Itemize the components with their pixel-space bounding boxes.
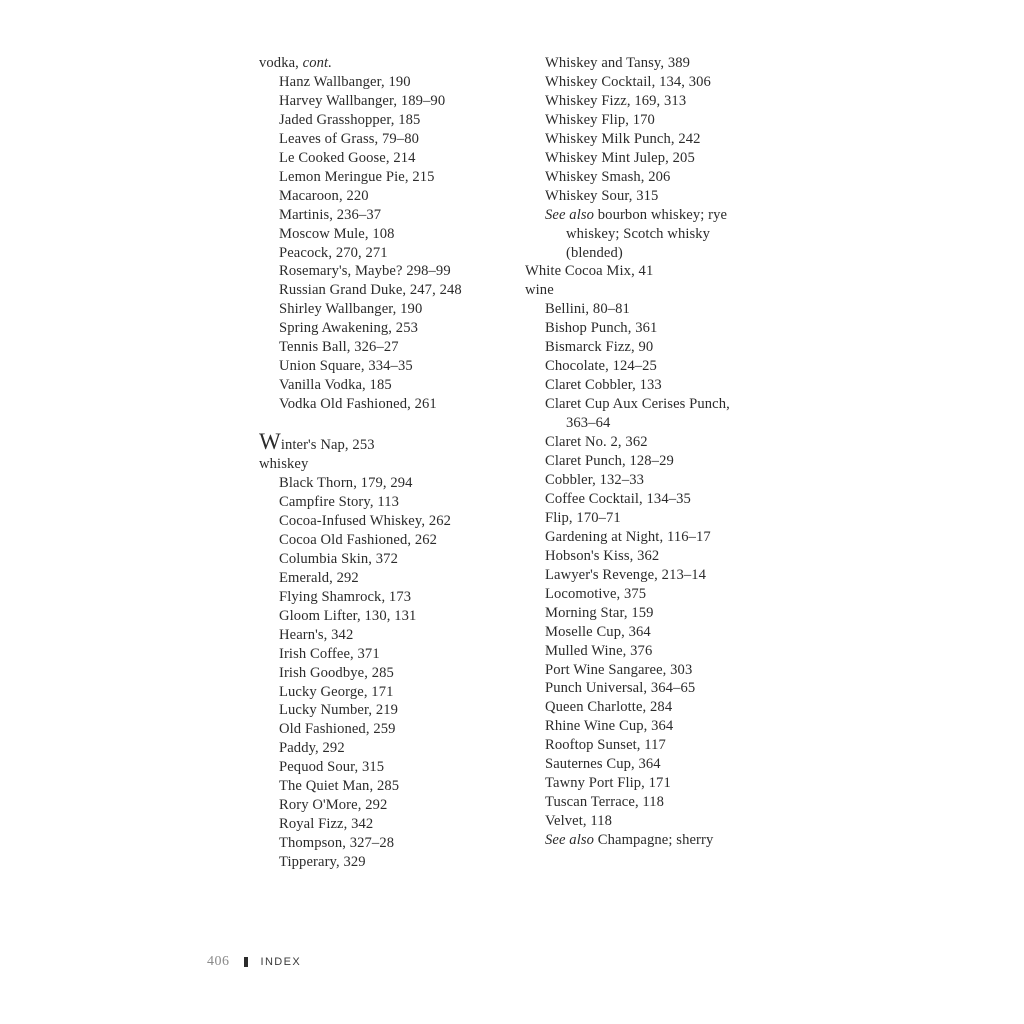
index-subentry: Moscow Mule, 108 bbox=[279, 225, 395, 242]
index-subentry: Le Cooked Goose, 214 bbox=[279, 149, 416, 166]
continued-label: cont. bbox=[302, 55, 332, 71]
index-subentry: Lawyer's Revenge, 213–14 bbox=[545, 566, 707, 583]
index-subentry: Coffee Cocktail, 134–35 bbox=[545, 490, 691, 507]
index-subentry: Spring Awakening, 253 bbox=[279, 320, 418, 337]
page-number: 406 bbox=[207, 954, 230, 969]
index-subentry: Lucky Number, 219 bbox=[279, 702, 399, 719]
index-subentry: Mulled Wine, 376 bbox=[545, 642, 653, 659]
index-subentry: Whiskey Sour, 315 bbox=[545, 187, 659, 204]
index-subentry: Rory O'More, 292 bbox=[279, 797, 388, 814]
wine-subentry-list-a bbox=[525, 300, 795, 395]
footer-separator-mark bbox=[244, 957, 248, 967]
index-subentry: Whiskey Milk Punch, 242 bbox=[545, 130, 701, 147]
index-subentry: Leaves of Grass, 79–80 bbox=[279, 130, 419, 147]
index-subentry: Flying Shamrock, 173 bbox=[279, 588, 412, 605]
index-subentry: Claret Punch, 128–29 bbox=[545, 453, 674, 470]
index-subentry: Whiskey Fizz, 169, 313 bbox=[545, 92, 687, 109]
index-heading-vodka-cont bbox=[259, 54, 519, 73]
index-subentry: Rooftop Sunset, 117 bbox=[545, 737, 666, 754]
index-subentry: Tipperary, 329 bbox=[279, 854, 366, 871]
index-subentry: Jaded Grasshopper, 185 bbox=[279, 111, 421, 128]
index-subentry: Martinis, 236–37 bbox=[279, 206, 382, 223]
index-subentry: Punch Universal, 364–65 bbox=[545, 680, 696, 697]
index-subentry: Peacock, 270, 271 bbox=[279, 244, 388, 261]
index-subentry: Bellini, 80–81 bbox=[545, 301, 630, 318]
index-subentry: Velvet, 118 bbox=[545, 813, 613, 830]
running-head: INDEX bbox=[260, 956, 302, 968]
index-subentry: Paddy, 292 bbox=[279, 740, 345, 757]
see-also-label: See also bbox=[545, 206, 595, 223]
index-subentry: Columbia Skin, 372 bbox=[279, 550, 398, 567]
index-subentry: Black Thorn, 179, 294 bbox=[279, 475, 413, 492]
index-subentry: Flip, 170–71 bbox=[545, 509, 621, 526]
page-footer bbox=[207, 953, 301, 971]
letter-break bbox=[259, 414, 519, 433]
index-subentry: Vanilla Vodka, 185 bbox=[279, 377, 392, 394]
index-subentry: Rhine Wine Cup, 364 bbox=[545, 718, 674, 735]
index-subentry: Moselle Cup, 364 bbox=[545, 623, 651, 640]
index-column-right bbox=[525, 54, 795, 850]
index-subentry: Macaroon, 220 bbox=[279, 187, 369, 204]
index-subentry: Harvey Wallbanger, 189–90 bbox=[279, 92, 446, 109]
see-also-text: Champagne; sherry bbox=[594, 832, 714, 849]
index-subentry: Whiskey Smash, 206 bbox=[545, 168, 671, 185]
vodka-subentry-list bbox=[259, 73, 519, 414]
index-subentry: Sauternes Cup, 364 bbox=[545, 756, 661, 773]
index-subentry: Pequod Sour, 315 bbox=[279, 759, 385, 776]
index-subentry: Cocoa Old Fashioned, 262 bbox=[279, 531, 438, 548]
index-subentry: Bishop Punch, 361 bbox=[545, 320, 658, 337]
index-subentry: Royal Fizz, 342 bbox=[279, 816, 374, 833]
index-subentry: Tennis Ball, 326–27 bbox=[279, 339, 399, 356]
index-subentry: Tuscan Terrace, 118 bbox=[545, 794, 665, 811]
entry-text: inter's Nap, 253 bbox=[280, 437, 375, 454]
wine-subentry-list-b bbox=[525, 433, 795, 831]
index-subentry: Irish Goodbye, 285 bbox=[279, 664, 394, 681]
index-subentry: Vodka Old Fashioned, 261 bbox=[279, 396, 437, 413]
index-subentry: Claret Cup Aux Cerises Punch, bbox=[545, 396, 730, 413]
index-subentry: Port Wine Sangaree, 303 bbox=[545, 661, 693, 678]
index-subentry: Union Square, 334–35 bbox=[279, 358, 413, 375]
index-heading-wine: wine bbox=[525, 282, 554, 299]
whiskey-subentry-list-continued bbox=[525, 54, 795, 206]
index-subentry: Rosemary's, Maybe? 298–99 bbox=[279, 263, 451, 280]
index-subentry: Morning Star, 159 bbox=[545, 604, 654, 621]
heading-word: vodka, bbox=[259, 55, 299, 71]
index-subentry: Hearn's, 342 bbox=[279, 626, 354, 643]
index-subentry: Whiskey Cocktail, 134, 306 bbox=[545, 73, 711, 90]
index-subentry: Lemon Meringue Pie, 215 bbox=[279, 168, 435, 185]
whiskey-subentry-list bbox=[259, 474, 519, 872]
index-subentry: Queen Charlotte, 284 bbox=[545, 699, 673, 716]
see-also-text: bourbon whiskey; rye bbox=[594, 206, 728, 223]
index-subentry: Hobson's Kiss, 362 bbox=[545, 547, 660, 564]
see-also-entry bbox=[525, 206, 795, 225]
index-subentry: Bismarck Fizz, 90 bbox=[545, 339, 654, 356]
index-subentry: Chocolate, 124–25 bbox=[545, 358, 657, 375]
index-subentry: Locomotive, 375 bbox=[545, 585, 647, 602]
index-subentry: Shirley Wallbanger, 190 bbox=[279, 301, 423, 318]
index-subentry: Russian Grand Duke, 247, 248 bbox=[279, 282, 462, 299]
index-column-left bbox=[259, 54, 519, 872]
index-subentry: Whiskey Mint Julep, 205 bbox=[545, 149, 695, 166]
index-subentry: Thompson, 327–28 bbox=[279, 835, 395, 852]
index-subentry: Emerald, 292 bbox=[279, 569, 359, 586]
index-entry-white-cocoa-mix: White Cocoa Mix, 41 bbox=[525, 263, 654, 280]
index-heading-whiskey: whiskey bbox=[259, 456, 309, 473]
section-initial-letter: W bbox=[259, 429, 281, 455]
index-subentry: Tawny Port Flip, 171 bbox=[545, 775, 671, 792]
index-subentry: Hanz Wallbanger, 190 bbox=[279, 73, 411, 90]
index-subentry: The Quiet Man, 285 bbox=[279, 778, 400, 795]
index-subentry: Claret Cobbler, 133 bbox=[545, 377, 662, 394]
index-subentry: Gardening at Night, 116–17 bbox=[545, 528, 711, 545]
index-subentry: Whiskey Flip, 170 bbox=[545, 111, 655, 128]
index-subentry: Whiskey and Tansy, 389 bbox=[545, 55, 691, 71]
index-subentry: Cobbler, 132–33 bbox=[545, 471, 645, 488]
index-subentry: Irish Coffee, 371 bbox=[279, 645, 380, 662]
see-also-continuation: (blended) bbox=[566, 244, 623, 261]
see-also-label: See also bbox=[545, 832, 595, 849]
index-subentry: Cocoa-Infused Whiskey, 262 bbox=[279, 512, 452, 529]
index-subentry-continuation: 363–64 bbox=[566, 415, 611, 432]
index-subentry: Old Fashioned, 259 bbox=[279, 721, 396, 738]
index-subentry: Lucky George, 171 bbox=[279, 683, 394, 700]
see-also-continuation: whiskey; Scotch whisky bbox=[566, 225, 711, 242]
index-subentry: Campfire Story, 113 bbox=[279, 493, 399, 510]
see-also-entry bbox=[525, 831, 795, 850]
index-entry-winters-nap bbox=[259, 429, 519, 455]
index-subentry: Gloom Lifter, 130, 131 bbox=[279, 607, 417, 624]
index-subentry: Claret No. 2, 362 bbox=[545, 434, 648, 451]
